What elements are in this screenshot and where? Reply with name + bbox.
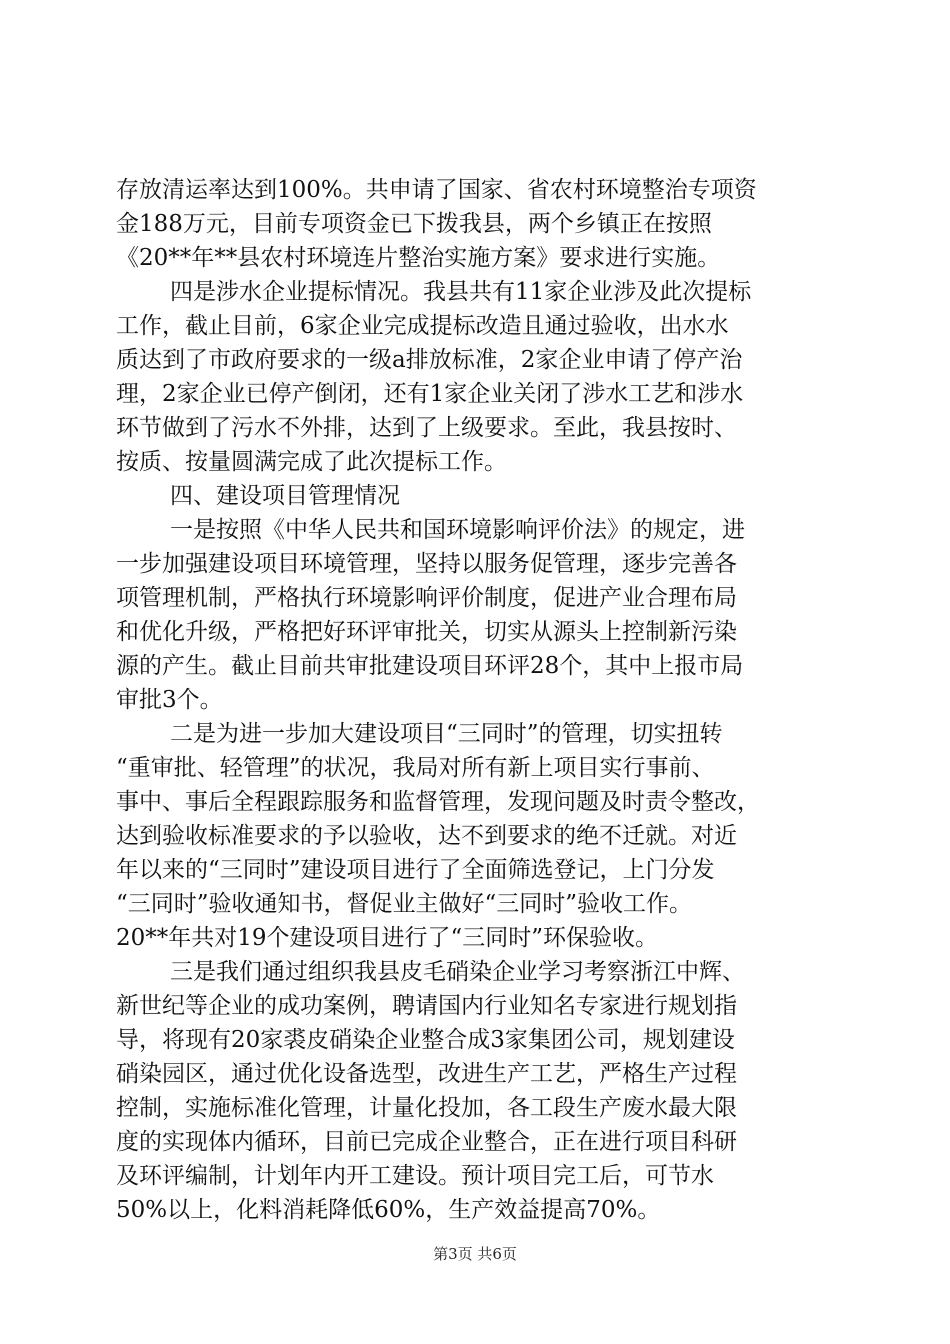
page-number: 第3页 共6页 [433,1245,517,1263]
text-line: 50%以上，化料消耗降低60%，生产效益提高70%。 [116,1197,661,1223]
text-line: 达到验收标准要求的予以验收，达不到要求的绝不迁就。对近 [116,823,737,849]
text-line: 理，2家企业已停产倒闭，还有1家企业关闭了涉水工艺和涉水 [116,381,744,407]
text-line: 年以来的“三同时”建设项目进行了全面筛选登记，上门分发 [116,857,715,883]
text-line: 源的产生。截止目前共审批建设项目环评28个，其中上报市局 [116,653,744,679]
paragraph-first-line: 三是我们通过组织我县皮毛硝染企业学习考察浙江中辉、 [170,959,745,985]
text-line: 事中、事后全程跟踪服务和监督管理，发现问题及时责令整改， [116,789,760,815]
text-line: 一步加强建设项目环境管理，坚持以服务促管理，逐步完善各 [116,551,737,577]
text-line: 及环评编制，计划年内开工建设。预计项目完工后，可节水 [116,1163,714,1189]
text-line: 度的实现体内循环，目前已完成企业整合，正在进行项目科研 [116,1129,737,1155]
text-line: “三同时”验收通知书，督促业主做好“三同时”验收工作。 [116,891,693,917]
paragraph-first-line: 二是为进一步加大建设项目“三同时”的管理，切实扭转 [170,721,723,747]
text-line: 硝染园区，通过优化设备选型，改进生产工艺，严格生产过程 [116,1061,737,1087]
text-line: 按质、按量圆满完成了此次提标工作。 [116,449,507,475]
text-line: 新世纪等企业的成功案例，聘请国内行业知名专家进行规划指 [116,993,737,1019]
text-line: 导，将现有20家裘皮硝染企业整合成3家集团公司，规划建设 [116,1027,735,1053]
text-line: 《20**年**县农村环境连片整治实施方案》要求进行实施。 [116,245,721,271]
text-line: 20**年共对19个建设项目进行了“三同时”环保验收。 [116,925,659,951]
text-line: 和优化升级，严格把好环评审批关，切实从源头上控制新污染 [116,619,737,645]
text-line: 金188万元，目前专项资金已下拨我县，两个乡镇正在按照 [116,211,712,237]
paragraph-first-line: 一是按照《中华人民共和国环境影响评价法》的规定，进 [170,517,745,543]
text-line: 审批3个。 [116,687,223,713]
text-line: 控制，实施标准化管理，计量化投加，各工段生产废水最大限 [116,1095,737,1121]
text-line: 工作，截止目前，6家企业完成提标改造且通过验收，出水水 [116,313,729,339]
text-line: 质达到了市政府要求的一级a排放标准，2家企业申请了停产治 [116,347,743,373]
text-line: 环节做到了污水不外排，达到了上级要求。至此，我县按时、 [116,415,737,441]
section-heading: 四、建设项目管理情况 [170,483,400,509]
paragraph-first-line: 四是涉水企业提标情况。我县共有11家企业涉及此次提标 [170,279,752,305]
text-line: 存放清运率达到100%。共申请了国家、省农村环境整治专项资 [116,177,757,203]
text-line: “重审批、轻管理”的状况，我局对所有新上项目实行事前、 [116,755,715,781]
text-line: 项管理机制，严格执行环境影响评价制度，促进产业合理布局 [116,585,737,611]
